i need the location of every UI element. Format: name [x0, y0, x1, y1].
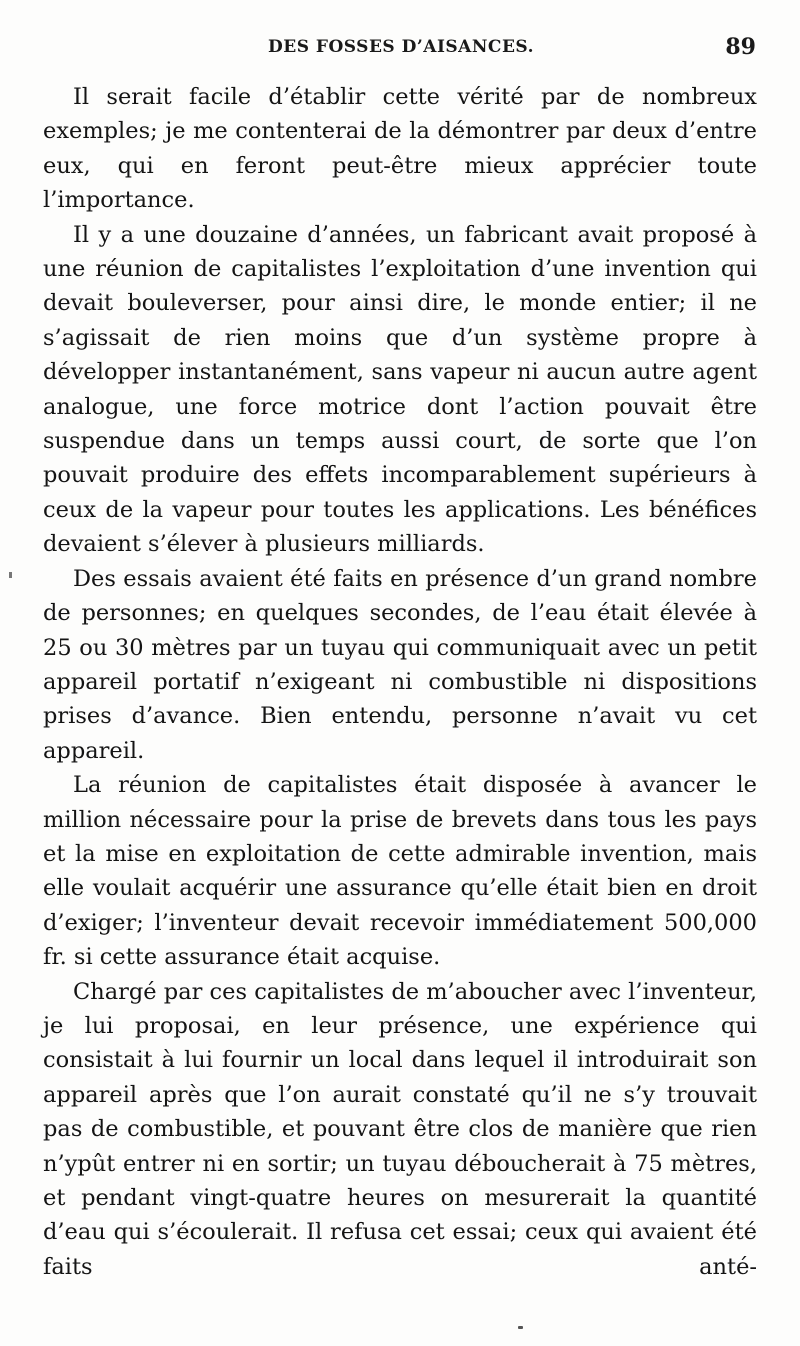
page-header	[40, 34, 760, 64]
body-text	[43, 80, 757, 1284]
paragraph-4: La réunion de capitalistes était disposée à avancer le million nécessaire pour la prise de brevets dans tous les pays et la mise en exploitation de cette admirable invention, mais elle voulait acquérir une assurance qu’elle était bien en droit d’exiger; l’inventeur devait recevoir immédiatement 500,000 fr. si cette assurance était acquise.	[43, 772, 757, 971]
margin-mark	[9, 572, 12, 578]
paragraph-5: Chargé par ces capitalistes de m’aboucher avec l’inventeur, je lui proposai, en leur présence, une expérience qui consistait à lui fournir un local dans lequel il introduirait son appareil après que l’on aurait constaté qu’il ne s’y trouvait pas de combustible, et pouvant être clos de manière que rien n’ypût entrer ni en sortir; un tuyau déboucherait à 75 mètres, et pendant vingt-quatre heures on mesurerait la quantité d’eau qui s’écoulerait. Il refusa cet essai; ceux qui avaient été faits anté-	[43, 978, 757, 1280]
paragraph-3: Des essais avaient été faits en présence d’un grand nombre de personnes; en quelques secondes, de l’eau était élevée à 25 ou 30 mètres par un tuyau qui communiquait avec un petit appareil portatif n’exigeant ni combustible ni dispositions prises d’avance. Bien entendu, personne n’avait vu cet appareil.	[43, 565, 757, 764]
paragraph-1: Il serait facile d’établir cette vérité par de nombreux exemples; je me contenterai de la démontrer par deux d’entre eux, qui en feront peut-être mieux apprécier toute l’importance.	[43, 84, 757, 214]
paragraph-2: Il y a une douzaine d’années, un fabricant avait proposé à une réunion de capitalistes l’exploitation d’une invention qui devait bouleverser, pour ainsi dire, le monde entier; il ne s’agissait de rien moins que d’un système propre à développer instantanément, sans vapeur ni aucun autre agent analogue, une force motrice dont l’action pouvait être suspendue dans un temps aussi court, de sorte que l’on pouvait produire des effets incomparablement supérieurs à ceux de la vapeur pour toutes les applications. Les bénéfices devaient s’élever à plusieurs milliards.	[43, 221, 757, 558]
footer-mark	[518, 1326, 523, 1329]
page-number: 89	[725, 34, 756, 60]
running-head: DES FOSSES D’AISANCES.	[268, 37, 534, 57]
